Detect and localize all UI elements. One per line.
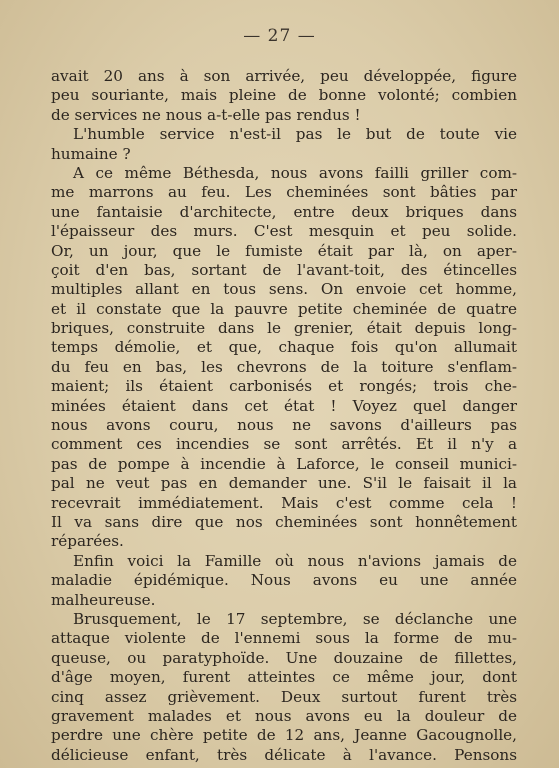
text-line: maladie épidémique. Nous avons eu une année (51, 571, 517, 590)
text-line: de services ne nous a-t-elle pas rendus ! (51, 105, 361, 124)
text-line: L'humble service n'est-il pas le but de toute vie (73, 125, 517, 144)
text-line: minées étaient dans cet état ! Voyez quel danger (51, 396, 517, 415)
text-line: attaque violente de l'ennemi sous la forme de mu- (51, 629, 517, 648)
text-line: avait 20 ans à son arrivée, peu développée, figure (51, 67, 517, 85)
text-line: çoit d'en bas, sortant de l'avant-toit, des étincelles (51, 260, 517, 279)
text-line: Brusquement, le 17 septembre, se déclanche une (73, 609, 517, 628)
text-line: comment ces incendies se sont arrêtés. Et il n'y a (51, 435, 517, 454)
text-line: multiples allant en tous sens. On envoie cet homme, (51, 280, 517, 299)
text-line: gravement malades et nous avons eu la douleur de (51, 706, 517, 725)
text-line: me marrons au feu. Les cheminées sont bâties par (51, 183, 517, 202)
text-line: Or, un jour, que le fumiste était par là, on aper- (51, 241, 517, 260)
text-line: d'âge moyen, furent atteintes ce même jour, dont (51, 668, 517, 687)
text-line: perdre une chère petite de 12 ans, Jeanne Gacougnolle, (51, 726, 517, 745)
text-line: nous avons couru, nous ne savons d'ailleurs pas (51, 416, 517, 435)
text-line: pal ne veut pas en demander une. S'il le faisait il la (51, 474, 517, 493)
text-line: peu souriante, mais pleine de bonne volonté; combien (51, 86, 517, 105)
body-text (51, 67, 517, 765)
text-line: humaine ? (51, 144, 131, 163)
text-line: délicieuse enfant, très délicate à l'avance. Pensons (51, 745, 517, 764)
text-line: malheureuse. (51, 590, 156, 609)
text-line: Il va sans dire que nos cheminées sont honnêtement (51, 512, 517, 531)
text-line: une fantaisie d'architecte, entre deux briques dans (51, 202, 517, 221)
text-line: réparées. (51, 532, 124, 551)
text-line: pas de pompe à incendie à Laforce, le conseil munici- (51, 454, 517, 473)
text-line: recevrait immédiatement. Mais c'est comme cela ! (51, 493, 517, 512)
text-line: Enfin voici la Famille où nous n'avions jamais de (73, 551, 517, 570)
text-line: maient; ils étaient carbonisés et rongés; trois che- (51, 377, 517, 396)
text-line: queuse, ou paratyphoïde. Une douzaine de fillettes, (51, 648, 517, 667)
text-line: temps démolie, et que, chaque fois qu'on allumait (51, 338, 517, 357)
text-line: et il constate que la pauvre petite cheminée de quatre (51, 299, 517, 318)
text-line: A ce même Béthesda, nous avons failli griller com- (73, 163, 517, 182)
text-line: briques, construite dans le grenier, était depuis long- (51, 319, 517, 338)
text-line: l'épaisseur des murs. C'est mesquin et peu solide. (51, 222, 517, 241)
text-line: du feu en bas, les chevrons de la toiture s'enflam- (51, 357, 517, 376)
page-number: — 27 — (243, 26, 316, 46)
text-line: cinq assez grièvement. Deux surtout furent très (51, 687, 517, 706)
